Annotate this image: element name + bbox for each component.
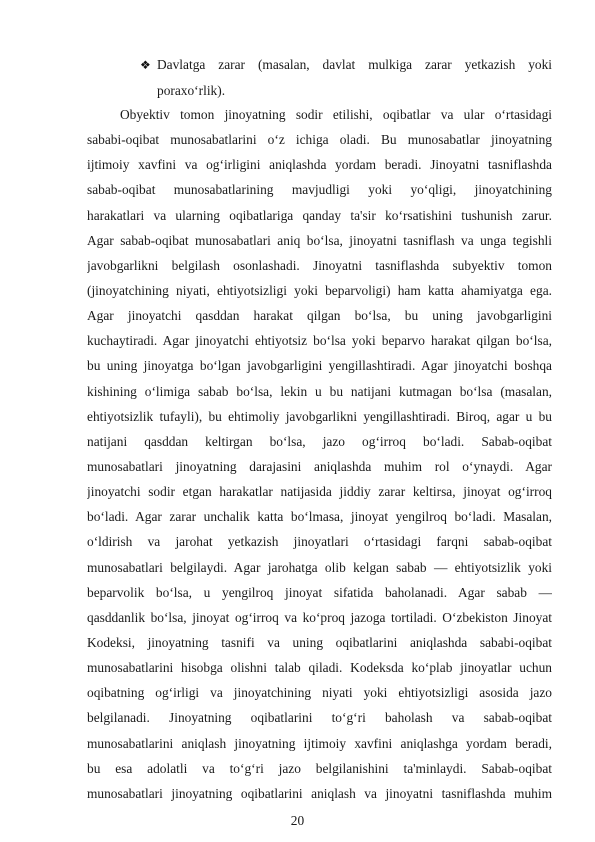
diamond-bullet-icon: ❖ xyxy=(140,58,151,72)
paragraph-line: (jinoyatchining niyati, ehtiyotsizligi yoki beparvoligi) ham katta ahamiyatga ega. xyxy=(87,282,552,298)
paragraph-line: kuchaytiradi. Agar jinoyatchi ehtiyotsiz bo‘lsa yoki beparvo harakat qilgan bo‘lsa, xyxy=(87,333,552,349)
bullet-line-1 xyxy=(140,52,552,78)
paragraph-line: beparvolik bo‘lsa, u yengilroq jinoyat sifatida baholanadi. Agar sabab — xyxy=(87,584,552,600)
paragraph-line: belgilanadi. Jinoyatning oqibatlarini to‘g‘ri baholash va sabab-oqibat xyxy=(87,710,552,726)
paragraph-line: o‘ldirish va jarohat yetkazish jinoyatlari o‘rtasidagi farqni sabab-oqibat xyxy=(87,534,552,550)
paragraph-line: munosabatlarini aniqlash jinoyatning ijtimoiy xavfini aniqlashga yordam beradi, xyxy=(87,735,552,751)
paragraph-line: javobgarlikni belgilash osonlashadi. Jinoyatni tasniflashda subyektiv tomon xyxy=(87,257,552,273)
paragraph-line: munosabatlari jinoyatning oqibatlarini aniqlash va jinoyatni tasniflashda muhim xyxy=(87,785,552,801)
paragraph-line: qasddanlik bo‘lsa, jinoyat og‘irroq va ko‘proq jazoga tortiladi. O‘zbekiston Jinoyat xyxy=(87,609,552,625)
paragraph-line: ijtimoiy xavfini va og‘irligini aniqlashda yordam beradi. Jinoyatni tasniflashda xyxy=(87,157,552,173)
paragraph-line: jinoyatchi sodir etgan harakatlar natijasida jiddiy zarar keltirsa, jinoyat og‘irroq xyxy=(87,484,552,500)
paragraph-line: Agar jinoyatchi qasddan harakat qilgan bo‘lsa, bu uning javobgarligini xyxy=(87,308,552,324)
bullet-text-line-1: Davlatga zarar (masalan, davlat mulkiga zarar yetkazish yoki xyxy=(157,57,552,72)
paragraph-line: munosabatlari belgilaydi. Agar jarohatga olib kelgan sabab — ehtiyotsizlik yoki xyxy=(87,559,552,575)
body-paragraph xyxy=(87,102,552,806)
paragraph-line: Agar sabab-oqibat munosabatlari aniq bo‘lsa, jinoyatni tasniflash va unga tegishli xyxy=(87,232,552,248)
paragraph-line: bu esa adolatli va to‘g‘ri jazo belgilanishini ta'minlaydi. Sabab-oqibat xyxy=(87,760,552,776)
paragraph-line: Obyektiv tomon jinoyatning sodir etilishi, oqibatlar va ular o‘rtasidagi xyxy=(120,107,552,122)
paragraph-line: munosabatlari jinoyatning darajasini aniqlashda muhim rol o‘ynaydi. Agar xyxy=(87,458,552,474)
paragraph-line: harakatlari va ularning oqibatlariga qanday ta'sir ko‘rsatishini tushunish zarur. xyxy=(87,207,552,223)
paragraph-line: Kodeksi, jinoyatning tasnifi va uning oqibatlarini aniqlashda sababi-oqibat xyxy=(87,634,552,650)
page-number: 20 xyxy=(290,813,305,828)
paragraph-line: oqibatning og‘irligi va jinoyatchining niyati yoki ehtiyotsizligi asosida jazo xyxy=(87,685,552,701)
paragraph-line: sabab-oqibat munosabatlarining mavjudligi yoki yo‘qligi, jinoyatchining xyxy=(87,182,552,198)
paragraph-line: kishining o‘limiga sabab bo‘lsa, lekin u bu natijani kutmagan bo‘lsa (masalan, xyxy=(87,383,552,399)
paragraph-line: bo‘ladi. Agar zarar unchalik katta bo‘lmasa, jinoyat yengilroq bo‘ladi. Masalan, xyxy=(87,509,552,525)
paragraph-line: ehtiyotsizlik tufayli), bu ehtimoliy javobgarlikni yengillashtiradi. Biroq, agar u bu xyxy=(87,408,552,424)
bullet-text-line-2: poraxo‘rlik). xyxy=(157,83,226,98)
bullet-list-item xyxy=(140,52,552,103)
paragraph-line: sababi-oqibat munosabatlarini o‘z ichiga oladi. Bu munosabatlar jinoyatning xyxy=(87,132,552,148)
paragraph-line: bu uning jinoyatga bo‘lgan javobgarligini yengillashtiradi. Agar jinoyatchi boshqa xyxy=(87,358,552,374)
paragraph-line: natijani qasddan keltirgan bo‘lsa, jazo og‘irroq bo‘ladi. Sabab-oqibat xyxy=(87,433,552,449)
paragraph-line: munosabatlarini hisobga olishni talab qiladi. Kodeksda ko‘plab jinoyatlar uchun xyxy=(87,660,552,676)
